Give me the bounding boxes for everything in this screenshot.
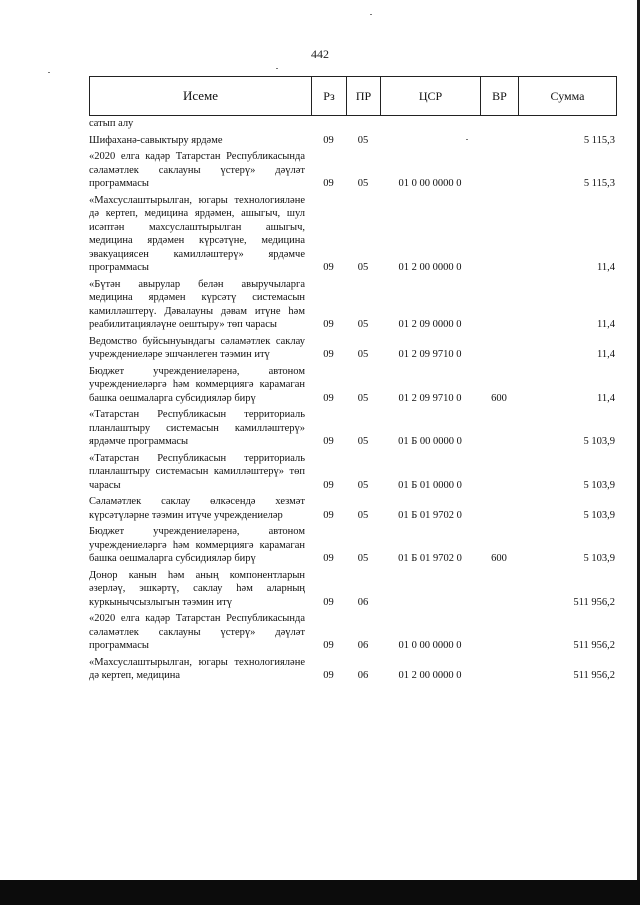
cell-sum: 5 115,3 [583, 178, 615, 189]
cell-csr: 01 Б 01 9702 0 [398, 553, 462, 564]
table-body [89, 117, 617, 683]
header-pr: ПР [347, 77, 381, 115]
table-row [89, 495, 617, 522]
table-row [89, 134, 617, 148]
cell-rz: 09 [323, 670, 334, 681]
cell-csr: 01 0 00 0000 0 [398, 178, 462, 189]
cell-pr: 05 [357, 392, 369, 404]
table-row [89, 365, 617, 406]
cell-sum: 11,4 [597, 392, 615, 404]
cell-pr: 06 [357, 596, 369, 608]
cell-rz: 09 [323, 349, 334, 360]
cell-name: Ведомство буйсынуындагы сәламәтлек саклау учреждениеләре эшчәнлеген тәэмин итү [89, 335, 305, 360]
cell-rz: 09 [323, 509, 334, 521]
cell-pr: 05 [357, 178, 369, 189]
cell-name: Шифаханә-савыктыру ярдәме [89, 134, 223, 146]
cell-sum: 5 103,9 [583, 509, 615, 521]
cell-sum: 511 956,2 [573, 596, 615, 608]
table-header [89, 76, 617, 116]
cell-rz: 09 [323, 553, 334, 564]
cell-sum: 5 115,3 [583, 134, 615, 146]
cell-pr: 05 [357, 509, 369, 521]
cell-vr: 600 [491, 553, 507, 564]
scan-bottom-border [0, 880, 640, 905]
cell-rz: 09 [323, 479, 334, 491]
table-row [89, 612, 617, 653]
cell-name: Сәламәтлек саклау өлкәсендә хезмәт күрсәтүләрне тәэмин итүче учреждениеләр [89, 496, 305, 521]
table-row [89, 150, 617, 191]
cell-csr: 01 2 09 0000 0 [398, 319, 462, 330]
table-row [89, 408, 617, 449]
cell-name: сатып алу [89, 118, 134, 129]
cell-sum: 5 103,9 [583, 436, 615, 447]
cell-pr: 05 [357, 134, 369, 146]
cell-sum: 11,4 [597, 319, 615, 330]
cell-sum: 511 956,2 [573, 670, 615, 681]
cell-name: «2020 елга кадәр Татарстан Республикасында сәламәтлек саклауны үстерү» дәүләт программасы [89, 613, 305, 651]
scan-speck [48, 72, 50, 73]
header-name: Исеме [90, 77, 312, 115]
scan-speck [276, 68, 278, 69]
cell-csr: 01 Б 01 9702 0 [398, 509, 462, 521]
cell-name: Донор канын һәм аның компонентларын әзерләү, эшкәртү, саклау һәм аларның куркынычсызлыгын тәэмин итү [89, 569, 305, 608]
table-row [89, 194, 617, 275]
cell-pr: 05 [357, 436, 369, 447]
cell-pr: 05 [357, 262, 369, 273]
cell-csr: 01 Б 01 0000 0 [398, 479, 462, 491]
scan-speck [466, 139, 468, 140]
cell-sum: 11,4 [597, 349, 615, 360]
header-rz: Рз [312, 77, 347, 115]
table-row [89, 117, 617, 131]
budget-table [89, 76, 617, 686]
cell-sum: 11,4 [597, 262, 615, 273]
cell-pr: 06 [357, 670, 369, 681]
cell-rz: 09 [323, 436, 334, 447]
cell-sum: 511 956,2 [573, 640, 615, 651]
header-csr: ЦСР [381, 77, 481, 115]
cell-rz: 09 [323, 319, 334, 330]
cell-csr: 01 2 09 9710 0 [398, 349, 462, 360]
table-row [89, 525, 617, 566]
cell-pr: 05 [357, 553, 369, 564]
cell-rz: 09 [323, 640, 334, 651]
cell-rz: 09 [323, 392, 334, 404]
cell-name: «Махсуслаштырылган, югары технологияләне дә кертеп, медицина ярдәмен, ашыгыч, шул исәптән махсуслаштырылган ашыгыч, медицина ярдәмен күрсәтүне, медицина эвакуациясен камилләштерү» ярдәмче программасы [89, 194, 305, 273]
table-row [89, 335, 617, 362]
table-row [89, 278, 617, 332]
scan-speck [370, 14, 372, 15]
cell-pr: 05 [357, 319, 369, 330]
table-row [89, 656, 617, 683]
cell-name: «Махсуслаштырылган, югары технологияләне дә кертеп, медицина [89, 656, 305, 681]
cell-name: Бюджет учреждениеләренә, автоном учреждениеләргә һәм коммерциягә карамаган башка оешмаларга субсидияләр бирү [89, 526, 305, 564]
cell-csr: 01 Б 00 0000 0 [398, 436, 462, 447]
header-vr: ВР [481, 77, 519, 115]
cell-rz: 09 [323, 262, 334, 273]
cell-name: «Татарстан Республикасын территориаль планлаштыру системасын камилләштерү» ярдәмче программасы [89, 409, 305, 447]
cell-pr: 06 [357, 640, 369, 651]
cell-vr: 600 [491, 392, 507, 404]
cell-csr: 01 2 00 0000 0 [398, 262, 462, 273]
cell-pr: 05 [357, 479, 369, 491]
cell-csr: 01 2 00 0000 0 [398, 670, 462, 681]
cell-name: «Татарстан Республикасын территориаль планлаштыру системасын камилләштерү» төп чарасы [89, 452, 305, 491]
cell-csr: 01 2 09 9710 0 [398, 392, 462, 404]
cell-rz: 09 [323, 178, 334, 189]
cell-name: «2020 елга кадәр Татарстан Республикасында сәламәтлек саклауны үстерү» дәүләт программасы [89, 151, 305, 189]
table-row [89, 452, 617, 493]
cell-name: «Бүтән авырулар белән авыручыларга медицина ярдәмен күрсәтү системасын камилләштерү. Дәвалауны дәвам итүне һәм реабилитацияләүне оештыру» төп чарасы [89, 278, 305, 330]
cell-pr: 05 [357, 349, 369, 360]
cell-rz: 09 [323, 596, 334, 608]
cell-rz: 09 [323, 134, 334, 146]
cell-csr: 01 0 00 0000 0 [398, 640, 462, 651]
table-row [89, 569, 617, 610]
page-number: 442 [311, 47, 329, 61]
cell-name: Бюджет учреждениеләренә, автоном учреждениеләргә һәм коммерциягә карамаган башка оешмаларга субсидияләр бирү [89, 365, 305, 404]
cell-sum: 5 103,9 [583, 553, 615, 564]
header-sum: Сумма [550, 88, 585, 103]
cell-sum: 5 103,9 [583, 479, 615, 491]
